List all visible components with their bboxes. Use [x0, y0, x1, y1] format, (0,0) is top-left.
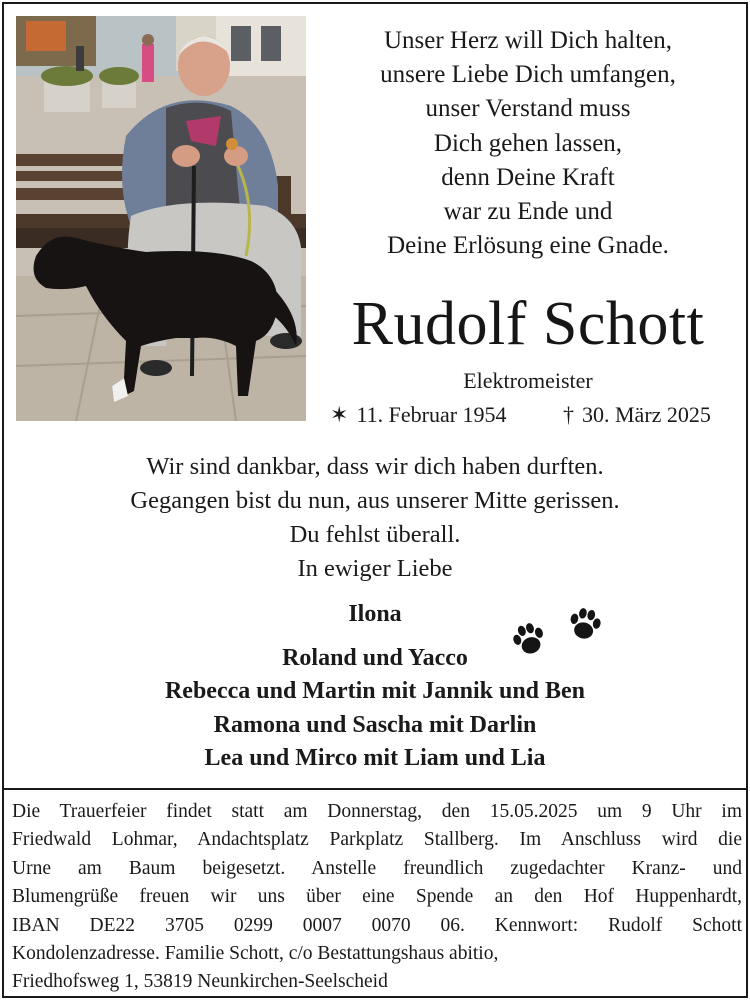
paw-print-icon [562, 601, 607, 646]
notice-line: Blumengrüße freuen wir uns über eine Spende an den Hof Huppenhardt, [12, 886, 742, 908]
mourner-name: Roland und Yacco [282, 644, 468, 671]
notice-line: Friedhofsweg 1, 53819 Neunkirchen-Seelscheid [12, 971, 388, 993]
section-divider [2, 788, 748, 790]
gratitude-line: Gegangen bist du nun, aus unserer Mitte gerissen. [130, 487, 620, 514]
deceased-name: Rudolf Schott [351, 290, 705, 358]
notice-line: Kondolenzadresse. Familie Schott, c/o Bestattungshaus abitio, [12, 943, 499, 965]
poem-line: war zu Ende und [443, 198, 613, 226]
mourner-name: Ilona [348, 601, 402, 627]
birth-date-text: 11. Februar 1954 [356, 402, 507, 427]
gratitude-line: Wir sind dankbar, dass wir dich haben durften. [146, 453, 604, 480]
death-cross-icon: † [563, 402, 574, 427]
deceased-occupation: Elektromeister [463, 368, 593, 393]
notice-line: IBAN DE22 3705 0299 0007 0070 06. Kennwort: Rudolf Schott [12, 914, 742, 936]
poem-line: Dich gehen lassen, [433, 129, 623, 157]
birth-date [330, 400, 507, 430]
mourners-list [16, 598, 734, 776]
memorial-poem [318, 24, 738, 263]
poem-line: unsere Liebe Dich umfangen, [380, 61, 676, 89]
gratitude-text [16, 450, 734, 586]
poem-line: unser Verstand muss [425, 95, 631, 123]
portrait-photo [16, 16, 306, 421]
mourner-name: Rebecca und Martin mit Jannik und Ben [164, 678, 586, 704]
notice-line: Urne am Baum beigesetzt. Anstelle freundlich zugedachter Kranz- und [12, 857, 742, 879]
poem-line: Deine Erlösung eine Gnade. [387, 232, 669, 260]
life-dates [330, 400, 740, 430]
death-date-text: 30. März 2025 [582, 402, 711, 427]
poem-line: Unser Herz will Dich halten, [383, 27, 673, 54]
notice-line: Friedwald Lohmar, Andachtsplatz Parkplatz Stallberg. Im Anschluss wird die [12, 829, 742, 851]
death-date [563, 400, 711, 430]
gratitude-line: In ewiger Liebe [297, 555, 453, 582]
mourner-name: Lea und Mirco mit Liam und Lia [204, 745, 546, 771]
poem-line: denn Deine Kraft [441, 163, 615, 191]
notice-line: Die Trauerfeier findet statt am Donnerstag, den 15.05.2025 um 9 Uhr im [12, 801, 742, 822]
gratitude-line: Du fehlst überall. [289, 521, 461, 548]
mourner-name: Ramona und Sascha mit Darlin [213, 711, 537, 738]
funeral-notice [12, 798, 742, 997]
birth-star-icon: ✶ [330, 402, 349, 427]
